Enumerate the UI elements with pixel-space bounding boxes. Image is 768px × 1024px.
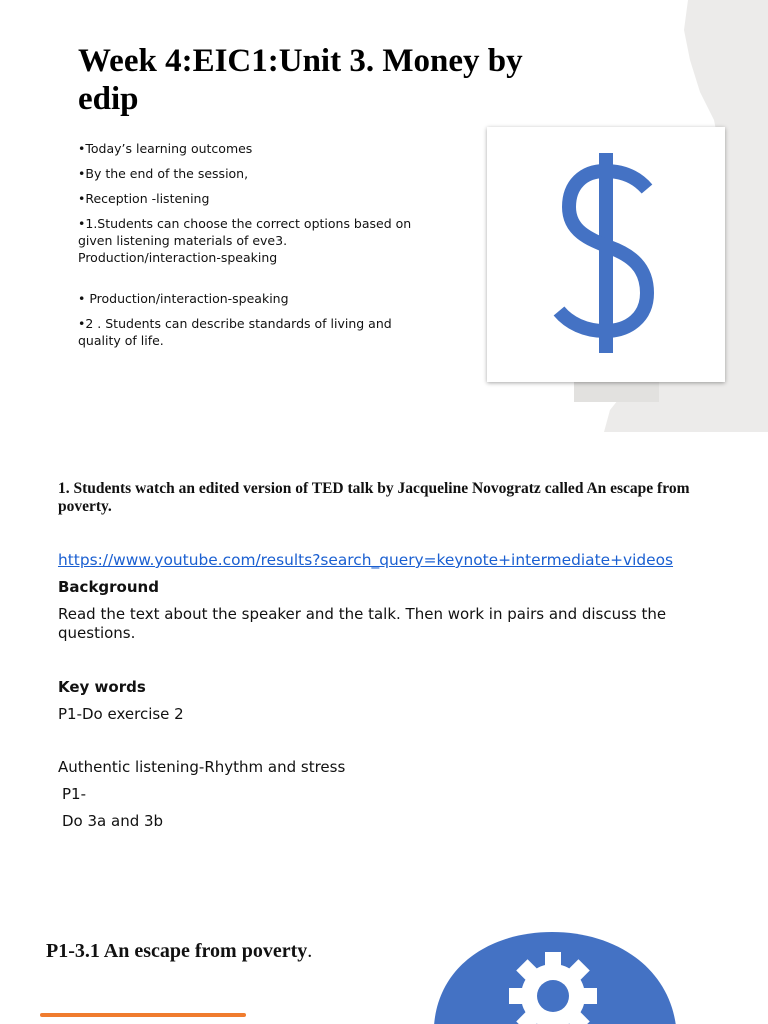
key-words-heading: Key words: [58, 678, 146, 696]
section-heading-text: P1-3.1 An escape from poverty: [46, 940, 308, 962]
bullet-item: •Today’s learning outcomes: [78, 141, 253, 156]
authentic-listening-text: Authentic listening-Rhythm and stress: [58, 758, 346, 776]
background-text: Read the text about the speaker and the talk. Then work in pairs and discuss the questions.: [58, 605, 667, 642]
bullet-item: •By the end of the session,: [78, 166, 249, 181]
do-3a-3b-text: Do 3a and 3b: [62, 812, 164, 830]
bullet-item: •1.Students can choose the correct options based on given listening materials of eve3. Production/interaction-speaking: [78, 216, 412, 265]
dollar-sign-icon: [487, 127, 725, 382]
slide-3: [0, 864, 768, 1024]
bullet-item: • Production/interaction-speaking: [78, 291, 289, 306]
orange-divider-line: [40, 1013, 246, 1017]
section-heading: [46, 940, 312, 963]
bullet-item: •Reception -listening: [78, 191, 210, 206]
background-heading: Background: [58, 578, 159, 596]
ted-talk-heading: 1. Students watch an edited version of TED talk by Jacqueline Novogratz called An escape from poverty.: [58, 480, 690, 515]
slide-2: [0, 432, 768, 864]
gear-icon: [430, 926, 680, 1024]
dollar-image-card: [487, 127, 725, 382]
slide-1: [0, 0, 768, 432]
p1-label: P1-: [62, 785, 87, 803]
slide-title: Week 4:EIC1:Unit 3. Money by edip: [78, 43, 523, 117]
learning-outcomes-list: [78, 140, 433, 357]
p1-exercise-text: P1-Do exercise 2: [58, 705, 184, 723]
bullet-item: •2 . Students can describe standards of living and quality of life.: [78, 316, 392, 348]
section-heading-dot: .: [307, 940, 313, 962]
youtube-link[interactable]: https://www.youtube.com/results?search_query=keynote+intermediate+videos: [58, 551, 674, 569]
